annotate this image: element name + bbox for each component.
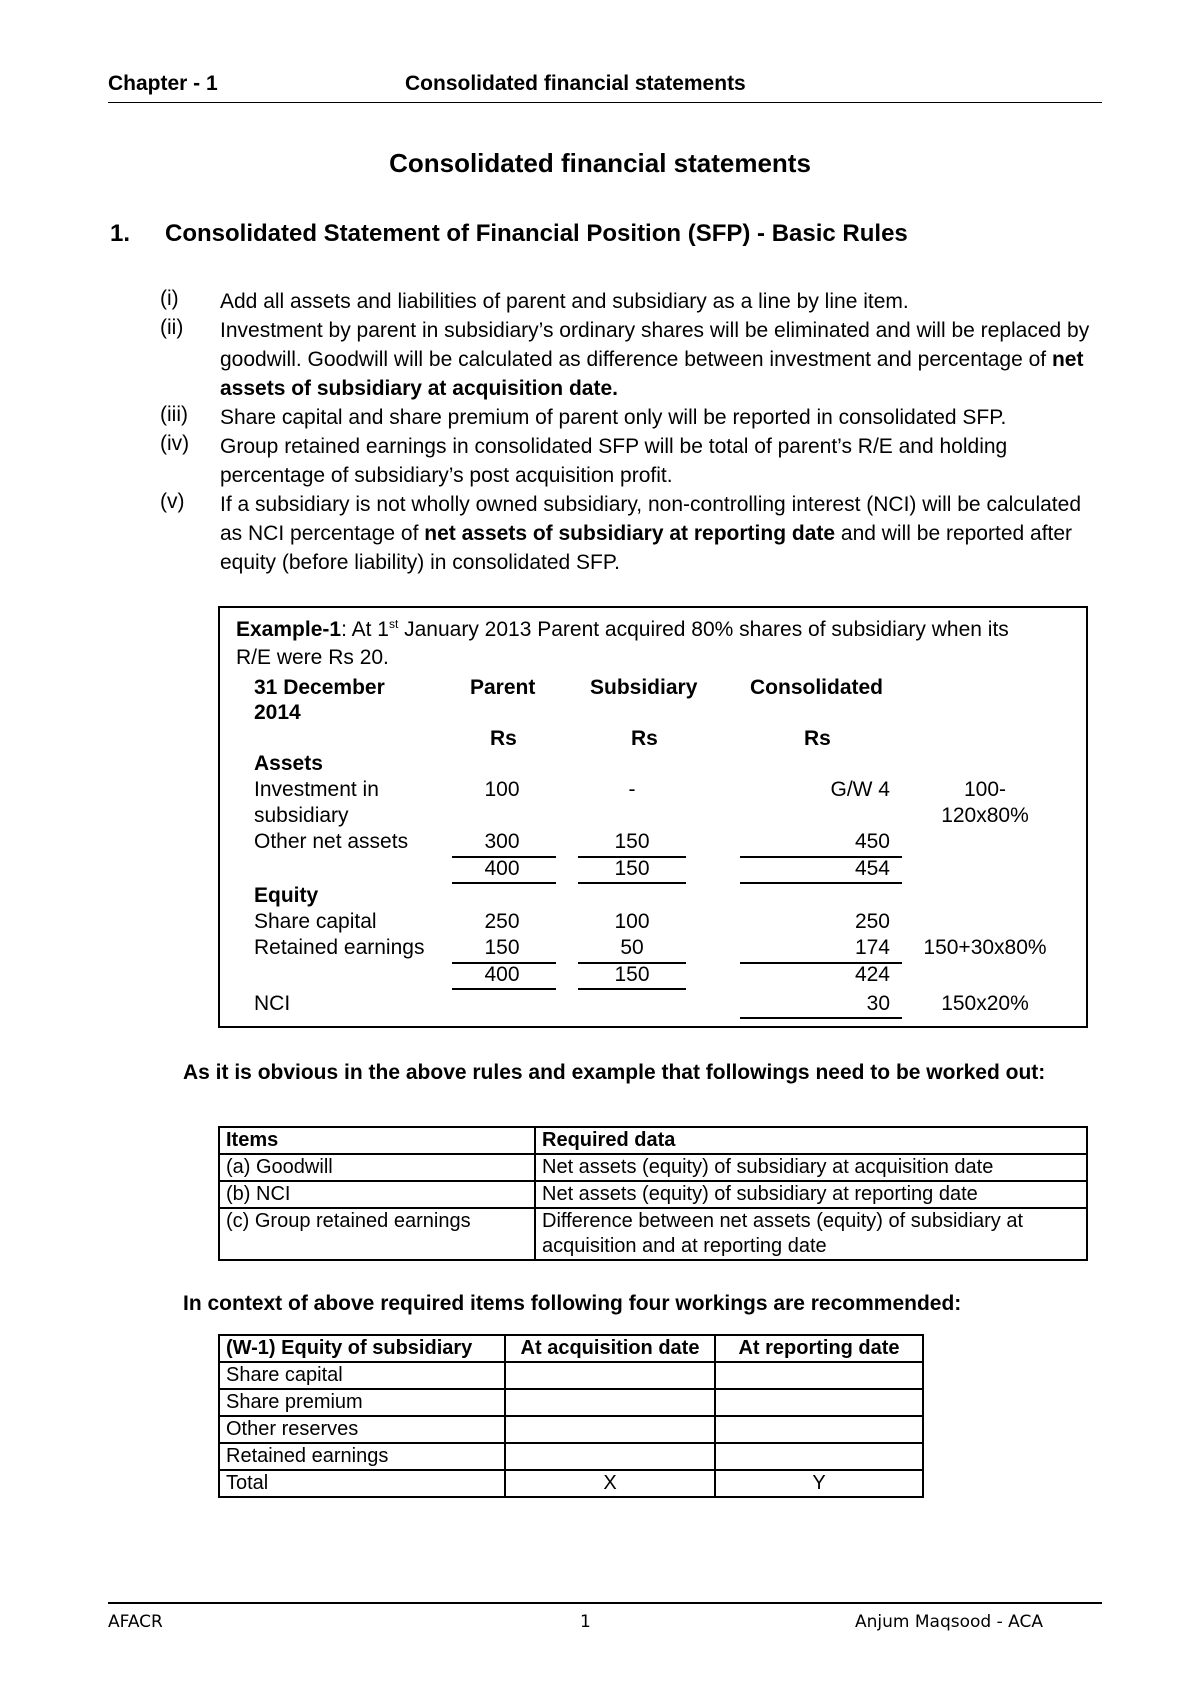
page-number: 1 <box>580 1612 591 1632</box>
rule-text: If a subsidiary is not wholly owned subsidiary, non-controlling interest (NCI) will be calculated as NCI percentage of net assets of subsidiary at reporting date and will be reported after equity (before liability) in consolidated SFP. <box>220 493 1081 574</box>
rule-text: Share capital and share premium of parent only will be reported in consolidated SFP. <box>220 406 1007 429</box>
row-label: NCI <box>254 992 291 1015</box>
rule-number: (v) <box>160 490 185 513</box>
total-parent: 400 <box>484 857 520 880</box>
table-cell: Share premium <box>219 1389 505 1416</box>
table-cell: Share capital <box>219 1362 505 1389</box>
row-label: subsidiary <box>254 804 349 827</box>
underline <box>578 988 686 990</box>
total-consolidated: 424 <box>854 963 890 986</box>
total-subsidiary: 150 <box>614 963 650 986</box>
working-note: 150+30x80% <box>923 936 1047 959</box>
table-cell: Net assets (equity) of subsidiary at acquisition date <box>535 1154 1087 1181</box>
section-title: Consolidated Statement of Financial Position (SFP) - Basic Rules <box>165 220 908 247</box>
rule-number: (i) <box>160 287 179 310</box>
table-cell: X <box>505 1470 715 1497</box>
value-parent: 300 <box>484 830 520 853</box>
table-row <box>219 1208 1087 1260</box>
rule-number: (ii) <box>160 316 184 339</box>
underline <box>740 882 902 884</box>
example-intro: Example-1: At 1st January 2013 Parent acquired 80% shares of subsidiary when its <box>236 617 1009 641</box>
rule-number: (iv) <box>160 432 190 455</box>
working-note: 100- <box>963 778 1007 801</box>
underline <box>740 1017 902 1019</box>
value-subsidiary: 150 <box>614 830 650 853</box>
value-consolidated: 30 <box>866 992 890 1015</box>
col-header-parent: Parent <box>470 676 536 699</box>
page-title: Consolidated financial statements <box>389 148 811 178</box>
equity-heading: Equity <box>254 884 319 907</box>
col-header-subsidiary: Subsidiary <box>590 676 698 699</box>
table-row <box>219 1154 1087 1181</box>
table-cell: (b) NCI <box>219 1181 535 1208</box>
row-label: Retained earnings <box>254 936 425 959</box>
col-header-year: 2014 <box>254 701 301 724</box>
assets-heading: Assets <box>254 752 323 775</box>
footer-rule <box>108 1602 1102 1604</box>
table-cell: Y <box>715 1470 923 1497</box>
table-cell: Total <box>219 1470 505 1497</box>
obvious-paragraph: As it is obvious in the above rules and example that followings need to be worked out: <box>183 1061 1046 1084</box>
rule-number: (iii) <box>160 403 188 426</box>
value-consolidated: 174 <box>854 936 890 959</box>
table-row <box>219 1443 923 1470</box>
currency-consolidated: Rs <box>804 727 831 750</box>
table-cell: (a) Goodwill <box>219 1154 535 1181</box>
row-label: Other net assets <box>254 830 409 853</box>
table-header-row <box>219 1335 923 1362</box>
table-cell <box>715 1389 923 1416</box>
value-subsidiary: 50 <box>620 936 644 959</box>
rule-text: Investment by parent in subsidiary’s ordinary shares will be eliminated and will be replaced by goodwill. Goodwill will be calculated as difference between investment and percentage of net assets of subsidiary at acquisition date. <box>220 319 1090 400</box>
rule-text: Add all assets and liabilities of parent and subsidiary as a line by line item. <box>220 290 909 313</box>
value-consolidated: G/W 4 <box>830 778 890 801</box>
rule-text: Group retained earnings in consolidated SFP will be total of parent’s R/E and holding percentage of subsidiary’s post acquisition profit. <box>220 435 1008 487</box>
table-cell <box>715 1416 923 1443</box>
table-cell: (c) Group retained earnings <box>219 1208 535 1260</box>
table-header: At acquisition date <box>505 1335 715 1362</box>
table-header-row <box>219 1127 1087 1154</box>
underline <box>578 882 686 884</box>
table-cell: Other reserves <box>219 1416 505 1443</box>
value-consolidated: 450 <box>854 830 890 853</box>
table-cell <box>715 1443 923 1470</box>
table-cell <box>505 1443 715 1470</box>
value-parent: 150 <box>484 936 520 959</box>
chapter-label: Chapter - 1 <box>108 72 218 95</box>
footer-left: AFACR <box>108 1612 163 1632</box>
working-note: 120x80% <box>941 804 1029 827</box>
section-number: 1. <box>110 220 131 247</box>
underline <box>452 882 556 884</box>
table-row <box>219 1416 923 1443</box>
total-consolidated: 454 <box>854 857 890 880</box>
underline <box>452 988 556 990</box>
table-row <box>219 1362 923 1389</box>
table-cell <box>715 1362 923 1389</box>
table-cell: Difference between net assets (equity) of subsidiary at acquisition and at reporting date <box>535 1208 1087 1260</box>
row-label: Share capital <box>254 910 377 933</box>
col-header-consolidated: Consolidated <box>750 676 884 699</box>
table-cell <box>505 1389 715 1416</box>
table-header: Required data <box>535 1127 1087 1154</box>
table-row <box>219 1181 1087 1208</box>
table-cell: Retained earnings <box>219 1443 505 1470</box>
example-intro-2: R/E were Rs 20. <box>236 646 389 669</box>
value-subsidiary: 100 <box>614 910 650 933</box>
value-parent: 100 <box>484 778 520 801</box>
table-cell <box>505 1362 715 1389</box>
table-row <box>219 1470 923 1497</box>
total-parent: 400 <box>484 963 520 986</box>
row-label: Investment in <box>254 778 379 801</box>
table-header: At reporting date <box>715 1335 923 1362</box>
value-consolidated: 250 <box>854 910 890 933</box>
running-title: Consolidated financial statements <box>405 72 746 95</box>
table-row <box>219 1389 923 1416</box>
w1-table <box>218 1334 924 1498</box>
table-header: Items <box>219 1127 535 1154</box>
footer-author: Anjum Maqsood - ACA <box>855 1612 1043 1632</box>
currency-subsidiary: Rs <box>631 727 658 750</box>
currency-parent: Rs <box>490 727 517 750</box>
col-header-date: 31 December <box>254 676 385 699</box>
header-rule <box>108 102 1102 103</box>
value-subsidiary: - <box>628 778 636 801</box>
working-note: 150x20% <box>941 992 1029 1015</box>
table-cell <box>505 1416 715 1443</box>
context-paragraph: In context of above required items following four workings are recommended: <box>183 1292 962 1315</box>
table-header: (W-1) Equity of subsidiary <box>219 1335 505 1362</box>
items-table <box>218 1126 1088 1261</box>
table-cell: Net assets (equity) of subsidiary at reporting date <box>535 1181 1087 1208</box>
value-parent: 250 <box>484 910 520 933</box>
total-subsidiary: 150 <box>614 857 650 880</box>
